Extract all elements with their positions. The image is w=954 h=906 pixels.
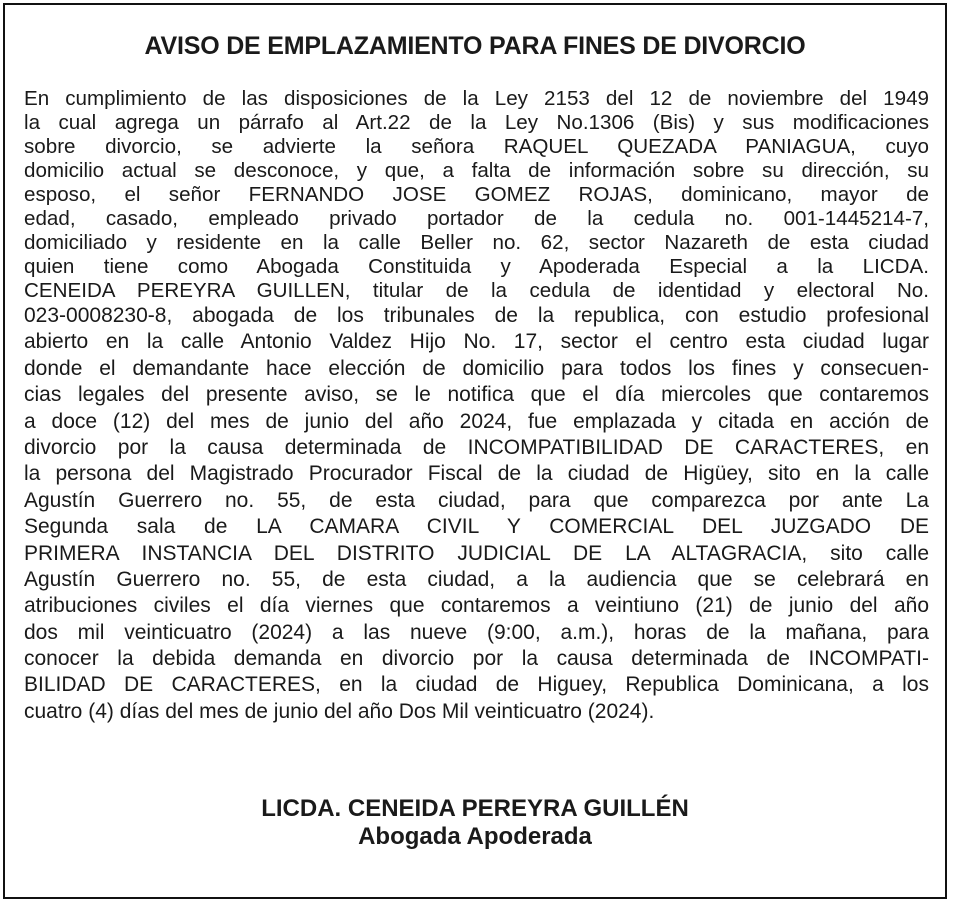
body-line: divorcio por la causa determinada de INCOMPATIBILIDAD DE CARACTERES, en <box>24 435 929 459</box>
body-line: quien tiene como Abogada Constituida y Apoderada Especial a la LICDA. <box>24 255 929 278</box>
notice-body <box>24 87 929 725</box>
body-line: conocer la debida demanda en divorcio por la causa determinada de INCOMPATI- <box>24 647 929 671</box>
legal-notice <box>3 3 947 899</box>
body-line: donde el demandante hace elección de domicilio para todos los fines y consecuen- <box>24 356 929 380</box>
body-line: sobre divorcio, se advierte la señora RAQUEL QUEZADA PANIAGUA, cuyo <box>24 135 929 158</box>
body-line: Agustín Guerrero no. 55, de esta ciudad, a la audiencia que se celebrará en <box>24 567 929 591</box>
body-line: CENEIDA PEREYRA GUILLEN, titular de la cedula de identidad y electoral No. <box>24 279 929 302</box>
body-line: la persona del Magistrado Procurador Fiscal de la ciudad de Higüey, sito en la calle <box>24 462 929 486</box>
body-line: la cual agrega un párrafo al Art.22 de la Ley No.1306 (Bis) y sus modificaciones <box>24 111 929 134</box>
body-line: cias legales del presente aviso, se le notifica que el día miercoles que contaremos <box>24 383 929 407</box>
notice-title: AVISO DE EMPLAZAMIENTO PARA FINES DE DIVORCIO <box>144 32 806 60</box>
body-line: Agustín Guerrero no. 55, de esta ciudad, para que comparezca por ante La <box>24 488 929 512</box>
body-line: Segunda sala de LA CAMARA CIVIL Y COMERCIAL DEL JUZGADO DE <box>24 515 929 539</box>
body-line: cuatro (4) días del mes de junio del año Dos Mil veinticuatro (2024). <box>24 699 655 723</box>
signature-block <box>5 795 945 851</box>
body-line: En cumplimiento de las disposiciones de la Ley 2153 del 12 de noviembre del 1949 <box>24 87 929 110</box>
body-line: abierto en la calle Antonio Valdez Hijo No. 17, sector el centro esta ciudad lugar <box>24 330 929 354</box>
body-line: esposo, el señor FERNANDO JOSE GOMEZ ROJAS, dominicano, mayor de <box>24 183 929 206</box>
body-line: BILIDAD DE CARACTERES, en la ciudad de Higuey, Republica Dominicana, a los <box>24 673 929 697</box>
signer-name: LICDA. CENEIDA PEREYRA GUILLÉN <box>261 795 689 822</box>
body-line: dos mil veinticuatro (2024) a las nueve (9:00, a.m.), horas de la mañana, para <box>24 620 929 644</box>
body-line: edad, casado, empleado privado portador de la cedula no. 001-1445214-7, <box>24 207 929 230</box>
body-line: domiciliado y residente en la calle Beller no. 62, sector Nazareth de esta ciudad <box>24 231 929 254</box>
body-line: PRIMERA INSTANCIA DEL DISTRITO JUDICIAL DE LA ALTAGRACIA, sito calle <box>24 541 929 565</box>
signer-role: Abogada Apoderada <box>358 823 592 850</box>
body-line: atribuciones civiles el día viernes que contaremos a veintiuno (21) de junio del año <box>24 594 929 618</box>
body-line: a doce (12) del mes de junio del año 2024, fue emplazada y citada en acción de <box>24 409 929 433</box>
body-line: domicilio actual se desconoce, y que, a falta de información sobre su dirección, su <box>24 159 929 182</box>
body-line: 023-0008230-8, abogada de los tribunales de la republica, con estudio profesional <box>24 304 929 327</box>
